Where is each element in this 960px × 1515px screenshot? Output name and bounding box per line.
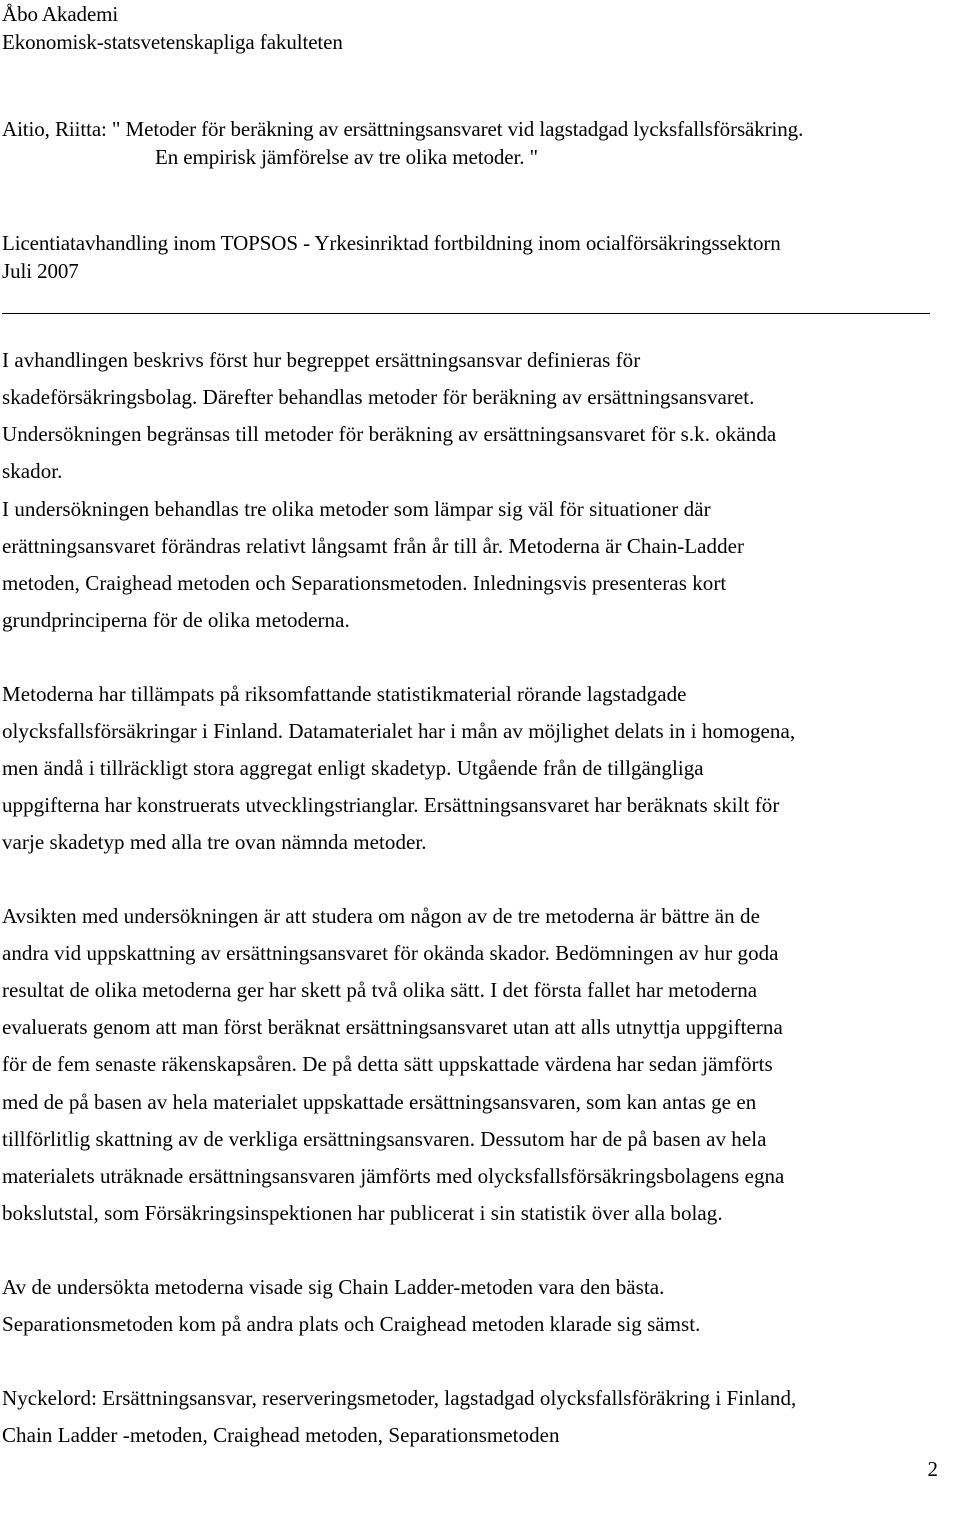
paragraph-2-line: men ändå i tillräckligt stora aggregat enligt skadetyp. Utgående från de tillgängliga	[2, 756, 704, 780]
paragraph-2-line: varje skadetyp med alla tre ovan nämnda metoder.	[2, 830, 427, 854]
citation-line-2: En empirisk jämförelse av tre olika metoder. "	[155, 145, 539, 169]
university-name: Åbo Akademi	[2, 2, 119, 26]
horizontal-rule	[2, 313, 930, 314]
paragraph-3-line: för de fem senaste räkenskapsåren. De på detta sätt uppskattade värdena har sedan jämförts	[2, 1052, 773, 1076]
degree-line: Licentiatavhandling inom TOPSOS - Yrkesinriktad fortbildning inom ocialförsäkringssektorn	[2, 231, 781, 255]
paragraph-1-line: skadeförsäkringsbolag. Därefter behandlas metoder för beräkning av ersättningsansvaret.	[2, 385, 755, 409]
paragraph-3-line: tillförlitlig skattning av de verkliga ersättningsansvaren. Dessutom har de på basen av hela	[2, 1127, 767, 1151]
paragraph-1-line: I avhandlingen beskrivs först hur begreppet ersättningsansvar definieras för	[2, 348, 641, 372]
paragraph-4-line: Separationsmetoden kom på andra plats och Craighead metoden klarade sig sämst.	[2, 1312, 701, 1336]
paragraph-1-line: I undersökningen behandlas tre olika metoder som lämpar sig väl för situationer där	[2, 497, 711, 521]
paragraph-1-line: erättningsansvaret förändras relativt långsamt från år till år. Metoderna är Chain-Ladder	[2, 534, 745, 558]
paragraph-3-line: med de på basen av hela materialet uppskattade ersättningsansvaren, som kan antas ge en	[2, 1090, 757, 1114]
paragraph-3-line: evaluerats genom att man först beräknat ersättningsansvaret utan att alls utnyttja uppgifterna	[2, 1015, 783, 1039]
paragraph-1-line: Undersökningen begränsas till metoder för beräkning av ersättningsansvaret för s.k. okända	[2, 422, 777, 446]
paragraph-3-line: andra vid uppskattning av ersättningsansvaret för okända skador. Bedömningen av hur goda	[2, 941, 779, 965]
paragraph-1-line: grundprinciperna för de olika metoderna.	[2, 608, 350, 632]
paragraph-2-line: olycksfallsförsäkringar i Finland. Datamaterialet har i mån av möjlighet delats in i homogena,	[2, 719, 796, 743]
paragraph-2-line: Metoderna har tillämpats på riksomfattande statistikmaterial rörande lagstadgade	[2, 682, 687, 706]
faculty-name: Ekonomisk-statsvetenskapliga fakulteten	[2, 30, 343, 54]
paragraph-3-line: resultat de olika metoderna ger har skett på två olika sätt. I det första fallet har metoderna	[2, 978, 758, 1002]
paragraph-3-line: materialets uträknade ersättningsansvaren jämförts med olycksfallsförsäkringsbolagens egna	[2, 1164, 785, 1188]
paragraph-2-line: uppgifterna har konstruerats utvecklingstrianglar. Ersättningsansvaret har beräknats skilt för	[2, 793, 780, 817]
keywords-line: Chain Ladder -metoden, Craighead metoden, Separationsmetoden	[2, 1423, 560, 1447]
citation-line-1: Aitio, Riitta: " Metoder för beräkning av ersättningsansvaret vid lagstadgad lycksfallsförsäkring.	[2, 117, 804, 141]
page-number: 2	[927, 1457, 938, 1481]
paragraph-3-line: Avsikten med undersökningen är att studera om någon av de tre metoderna är bättre än de	[2, 904, 760, 928]
paragraph-3-line: bokslutstal, som Försäkringsinspektionen har publicerat i sin statistik över alla bolag.	[2, 1201, 723, 1225]
degree-date: Juli 2007	[2, 259, 79, 283]
paragraph-4-line: Av de undersökta metoderna visade sig Chain Ladder-metoden vara den bästa.	[2, 1275, 665, 1299]
keywords-line: Nyckelord: Ersättningsansvar, reserveringsmetoder, lagstadgad olycksfallsföräkring i Finland,	[2, 1386, 797, 1410]
paragraph-1-line: skador.	[2, 459, 63, 483]
paragraph-1-line: metoden, Craighead metoden och Separationsmetoden. Inledningsvis presenteras kort	[2, 571, 727, 595]
